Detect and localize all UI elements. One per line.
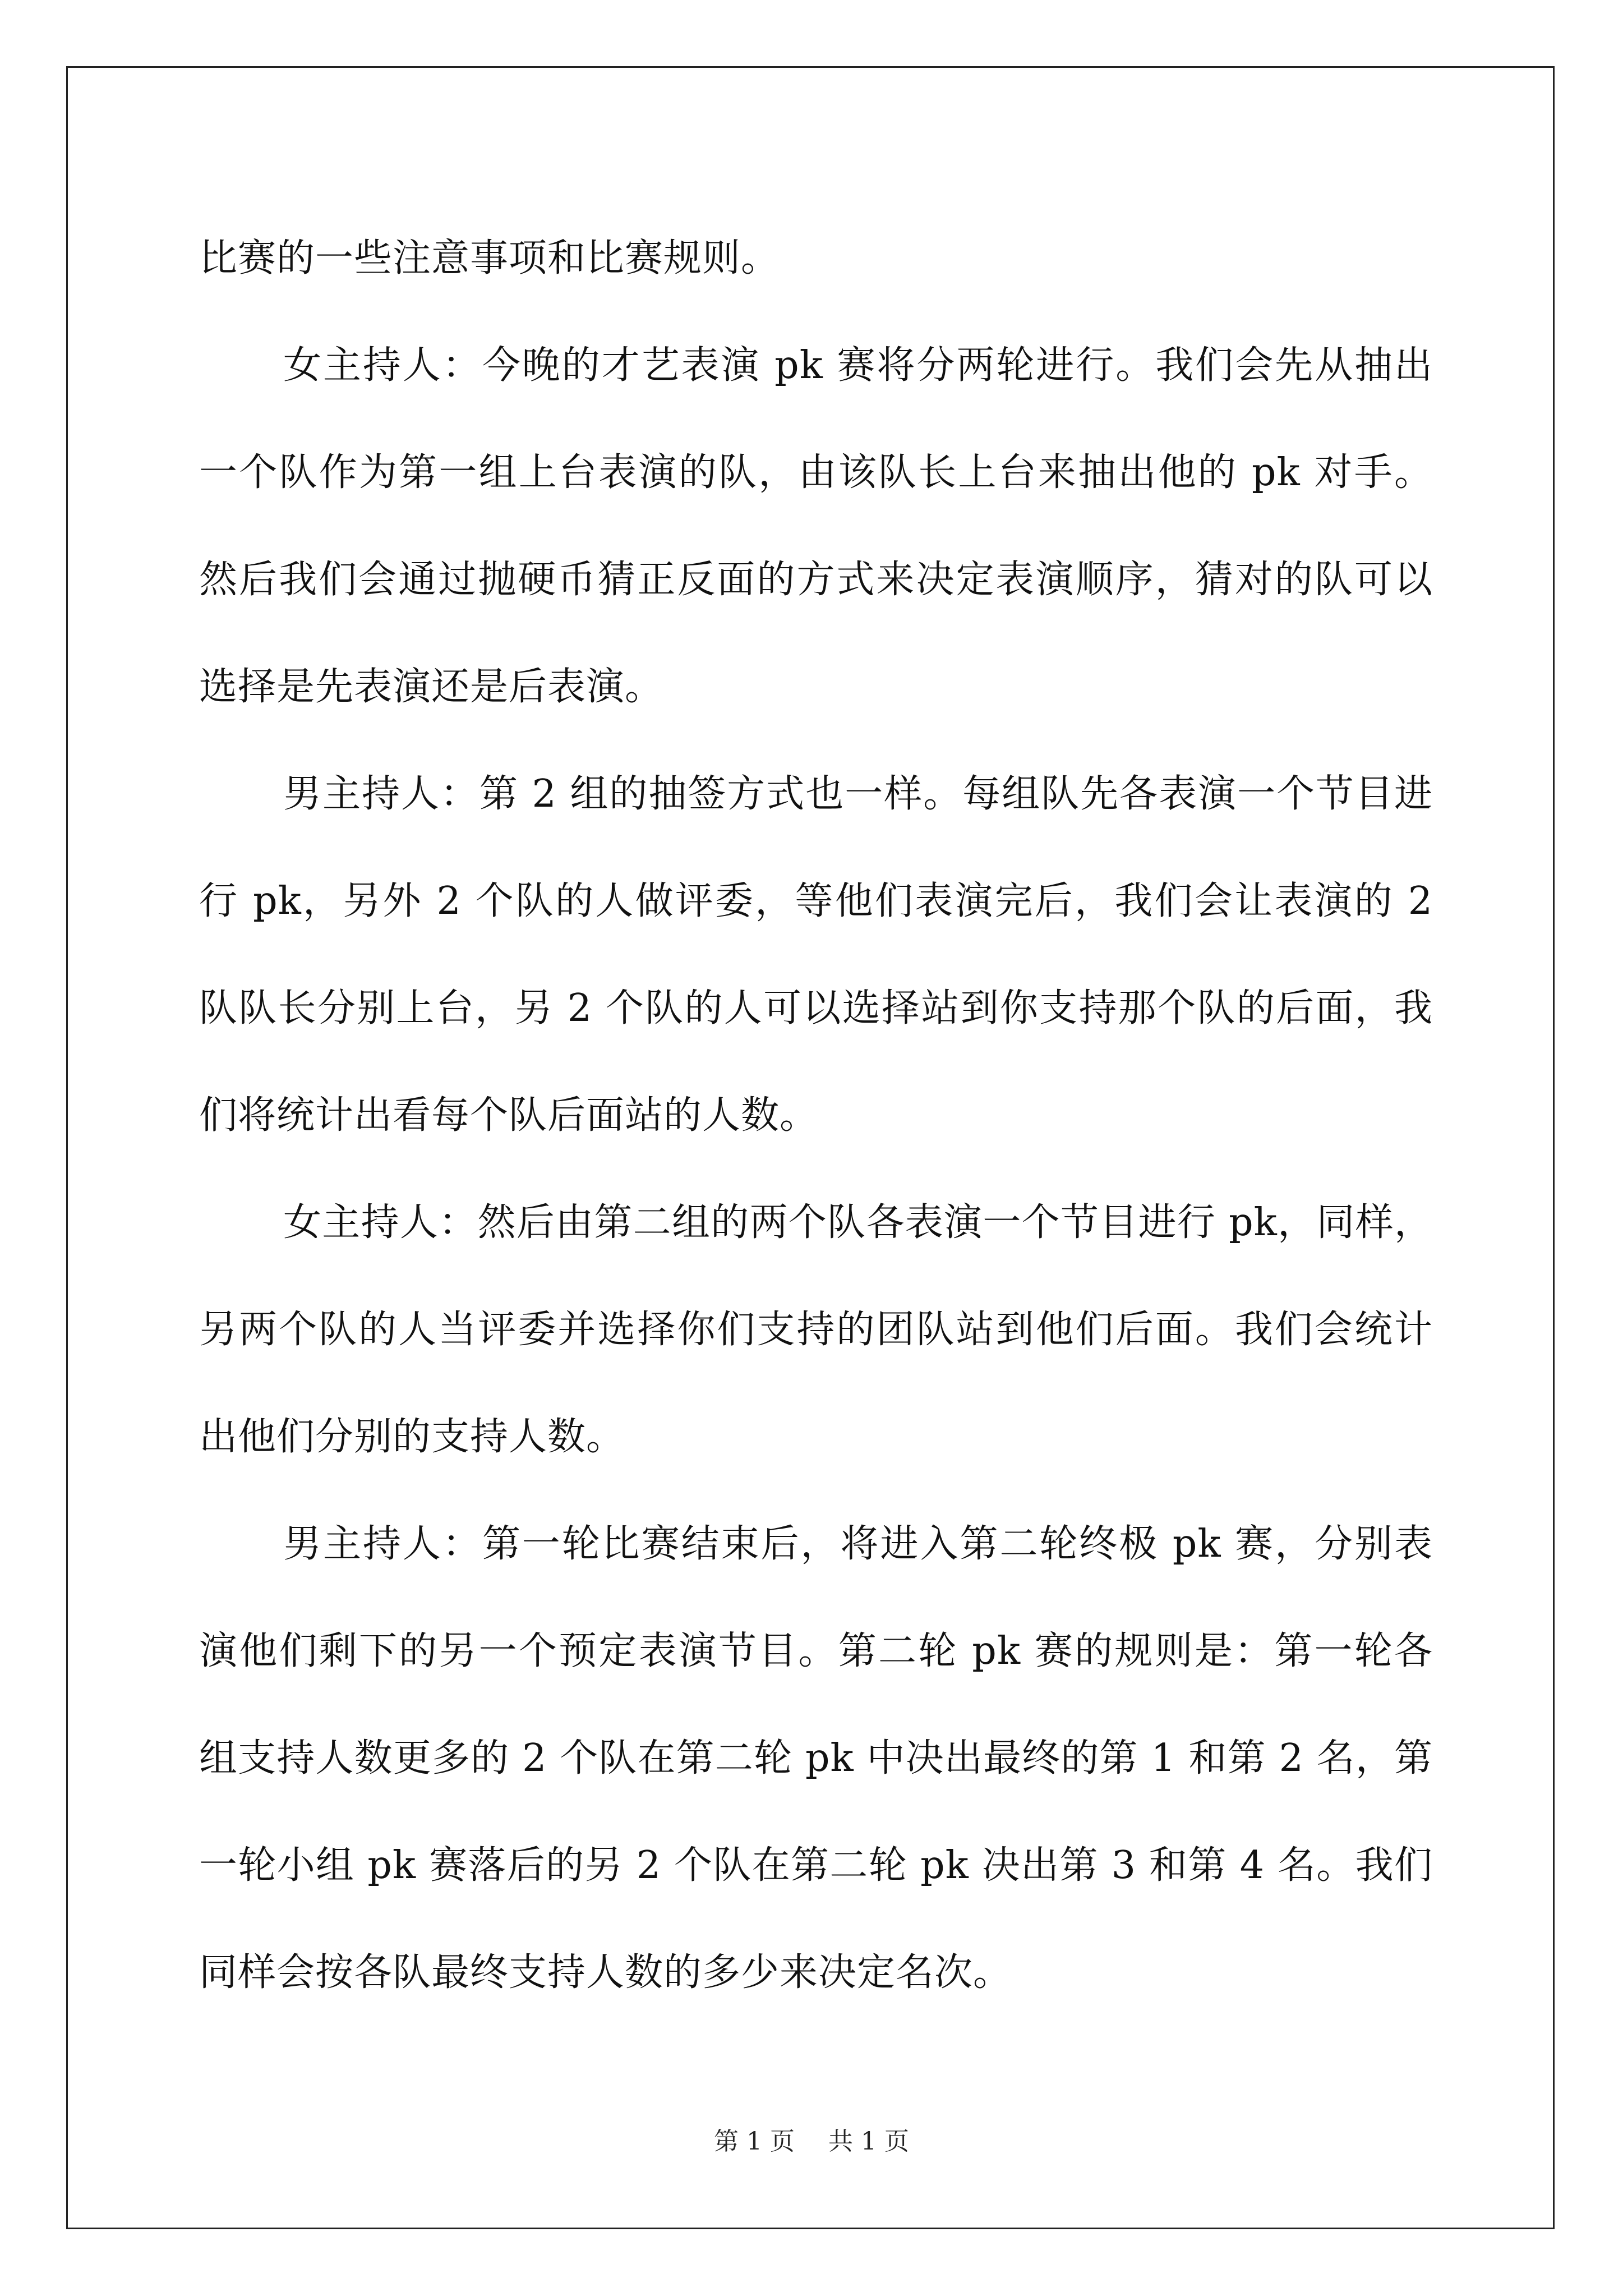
paragraph-1: 比赛的一些注意事项和比赛规则。 <box>199 236 780 280</box>
document-body <box>199 205 1433 2026</box>
paragraph-5: 男主持人：第一轮比赛结束后，将进入第二轮终极 pk 赛，分别表演他们剩下的另一个预定表演节目。第二轮 pk 赛的规则是：第一轮各组支持人数更多的 2 个队在第二轮 pk 中决出最终的第 1 和第 2 名，第一轮小组 pk 赛落后的另 2 个队在第二轮 pk 决出第 3 和第 4 名。我们同样会按各队最终支持人数的多少来决定名次。 <box>199 1522 1433 1995</box>
page-number-current: 第 1 页 <box>714 2127 795 2156</box>
paragraph-3: 男主持人：第 2 组的抽签方式也一样。每组队先各表演一个节目进行 pk，另外 2 个队的人做评委，等他们表演完后，我们会让表演的 2 队队长分别上台，另 2 个队的人可以选择站到你支持那个队的后面，我们将统计出看每个队后面站的人数。 <box>199 772 1433 1138</box>
page-footer <box>0 2125 1623 2159</box>
page-number-total: 共 1 页 <box>828 2127 909 2156</box>
paragraph-2: 女主持人：今晚的才艺表演 pk 赛将分两轮进行。我们会先从抽出一个队作为第一组上台表演的队，由该队长上台来抽出他的 pk 对手。然后我们会通过抛硬币猜正反面的方式来决定表演顺序，猜对的队可以选择是先表演还是后表演。 <box>199 343 1433 709</box>
paragraph-4: 女主持人：然后由第二组的两个队各表演一个节目进行 pk，同样，另两个队的人当评委并选择你们支持的团队站到他们后面。我们会统计出他们分别的支持人数。 <box>199 1200 1433 1459</box>
